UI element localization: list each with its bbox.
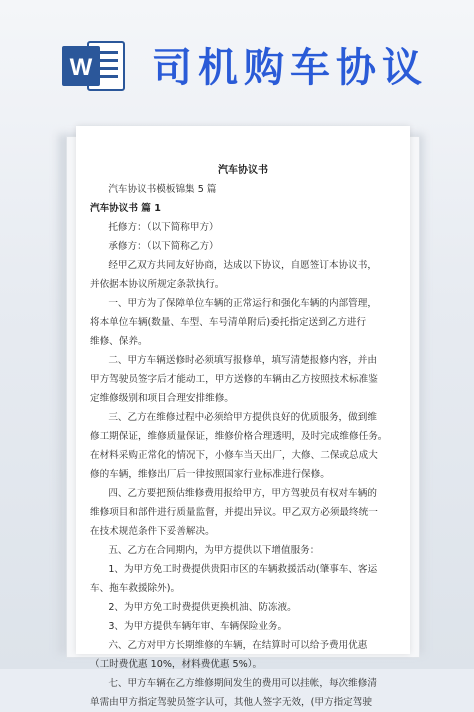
document-body xyxy=(90,161,396,712)
document-line: 定维修级别和项目合理安排维修。 xyxy=(90,393,234,404)
document-line: 维修项目和部件进行质量监督，并提出异议。甲乙双方必须最终统一 xyxy=(90,507,378,518)
document-line: 四、乙方要把预估维修费用报给甲方，甲方驾驶员有权对车辆的 xyxy=(90,488,377,499)
document-line: 三、乙方在维修过程中必须给甲方提供良好的优质服务，做到维 xyxy=(90,412,377,423)
document-line: 承修方：（以下简称乙方） xyxy=(90,241,219,252)
document-line: 五、乙方在合同期内，为甲方提供以下增值服务： xyxy=(90,545,320,556)
document-line: 车、拖车救援除外)。 xyxy=(90,583,181,594)
document-title: 汽车协议书 xyxy=(218,165,268,176)
word-document-icon xyxy=(60,38,126,94)
document-line: 维修、保养。 xyxy=(90,336,148,347)
document-line: 1、为甲方免工时费提供贵阳市区的车辆救援活动(肇事车、客运 xyxy=(90,564,378,575)
document-line: 单需由甲方指定驾驶员签字认可，其他人签字无效，(甲方指定驾驶 xyxy=(90,697,372,708)
document-line: 并依据本协议所规定条款执行。 xyxy=(90,279,225,290)
document-line: 二、甲方车辆送修时必须填写报修单，填写清楚报修内容，并由 xyxy=(90,355,377,366)
document-line: 将本单位车辆(数量、车型、车号清单附后)委托指定送到乙方进行 xyxy=(90,317,367,328)
document-line: 经甲乙双方共同友好协商，达成以下协议，自愿签订本协议书， xyxy=(90,260,377,271)
document-line: 修的车辆，维修出厂后一律按照国家行业标准进行保修。 xyxy=(90,469,330,480)
document-line: 2、为甲方免工时费提供更换机油、防冻液。 xyxy=(90,602,297,613)
document-line: 七、甲方车辆在乙方维修期间发生的费用可以挂帐，每次维修清 xyxy=(90,678,377,689)
document-line: 托修方：（以下简称甲方） xyxy=(90,222,219,233)
document-line: 在材料采购正常化的情况下，小修车当天出厂，大修、二保或总成大 xyxy=(90,450,378,461)
section-heading: 汽车协议书 篇 1 xyxy=(90,203,161,214)
document-line: 3、为甲方提供车辆年审、车辆保险业务。 xyxy=(90,621,288,632)
document-page xyxy=(76,126,410,708)
document-line: （工时费优惠 10%，材料费优惠 5%）。 xyxy=(90,659,263,670)
document-line: 在技术规范条件下妥善解决。 xyxy=(90,526,215,537)
document-line: 甲方驾驶员签字后才能动工，甲方送修的车辆由乙方按照技术标准鉴 xyxy=(90,374,378,385)
document-line: 汽车协议书模板锦集 5 篇 xyxy=(90,184,217,195)
document-line: 一、甲方为了保障单位车辆的正常运行和强化车辆的内部管理， xyxy=(90,298,377,309)
word-logo-letter: W xyxy=(69,54,93,81)
page-title: 司机购车协议 xyxy=(152,45,428,91)
header-banner xyxy=(0,0,474,110)
document-line: 六、乙方对甲方长期维修的车辆，在结算时可以给予费用优惠 xyxy=(90,640,368,651)
document-line: 修工期保证，维修质量保证，维修价格合理透明，及时完成维修任务。 xyxy=(90,431,388,442)
